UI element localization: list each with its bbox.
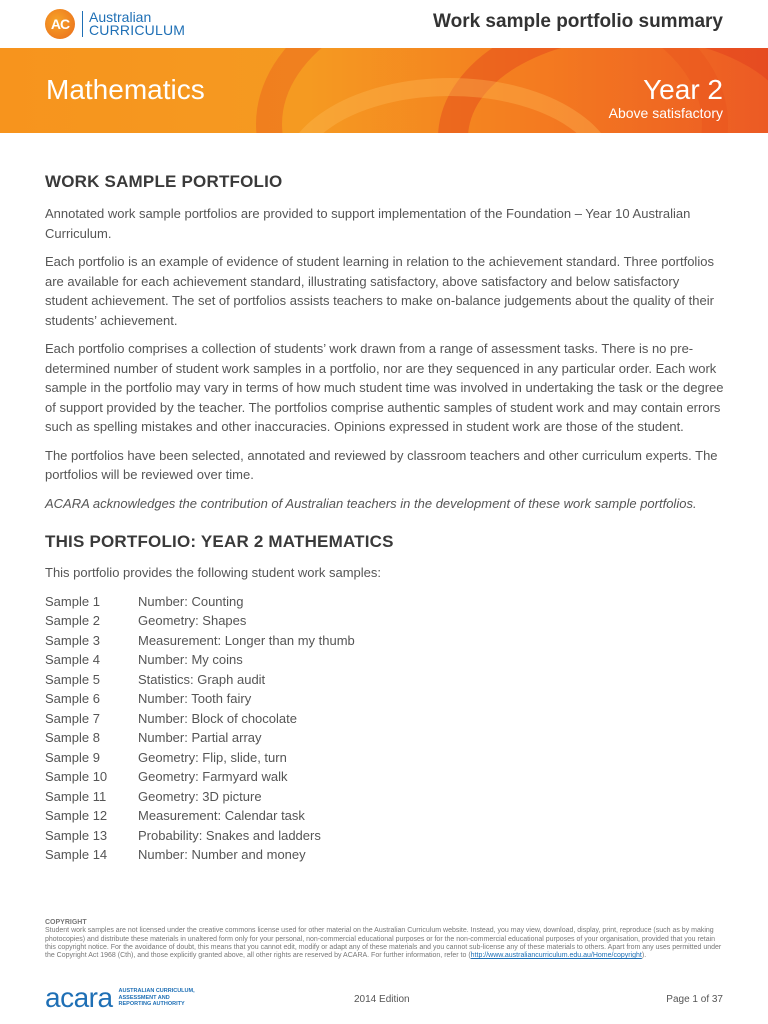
- list-item: [45, 670, 725, 690]
- sample-title: Number: Number and money: [138, 847, 306, 862]
- sample-title: Geometry: Shapes: [138, 613, 247, 628]
- sample-title: Measurement: Longer than my thumb: [138, 632, 355, 648]
- list-item: [45, 592, 725, 612]
- list-item: [45, 767, 725, 787]
- page-number: Page 1 of 37: [666, 994, 723, 1005]
- sample-title: Number: Counting: [138, 593, 244, 609]
- subject-title: Mathematics: [46, 74, 205, 105]
- copyright-title: COPYRIGHT: [45, 919, 87, 926]
- logo-line-2: CURRICULUM: [89, 22, 186, 38]
- ac-logo-icon: AC: [45, 9, 75, 39]
- sample-title: Geometry: Flip, slide, turn: [138, 749, 287, 765]
- list-item: [45, 611, 725, 631]
- sample-title: Geometry: Farmyard walk: [138, 769, 288, 784]
- logo-text: [89, 11, 185, 37]
- list-item: [45, 728, 725, 748]
- logo-line-1: Australian: [89, 9, 152, 25]
- sample-number: Sample 7: [45, 710, 100, 726]
- sample-title: Number: My coins: [138, 652, 243, 667]
- paragraph: Each portfolio is an example of evidence of student learning in relation to the achievement standard. Three portfolios are available for each achievement standard, illustrating satisfactory, above satisfactory and below satisfactory student achievement. The set of portfolios assists teachers to make on-balance judgements about the quality of their students’ achievement.: [45, 254, 714, 328]
- sample-title: Number: Tooth fairy: [138, 691, 252, 706]
- sample-number: Sample 14: [45, 847, 108, 862]
- document-title: Work sample portfolio summary: [433, 11, 723, 32]
- samples-intro: This portfolio provides the following student work samples:: [45, 565, 381, 580]
- acara-subtitle: [119, 988, 195, 1008]
- copyright-notice: [45, 919, 725, 960]
- sample-number: Sample 8: [45, 730, 100, 745]
- acara-subtitle-line: AUSTRALIAN CURRICULUM,: [118, 988, 195, 995]
- list-item: [45, 689, 725, 709]
- logo-divider: [82, 11, 83, 37]
- acknowledgement-text: ACARA acknowledges the contribution of Australian teachers in the development of these work sample portfolios.: [45, 495, 697, 511]
- section-heading-this-portfolio: THIS PORTFOLIO: YEAR 2 MATHEMATICS: [45, 532, 394, 551]
- sample-title: Number: Partial array: [138, 730, 262, 745]
- sample-number: Sample 12: [45, 808, 108, 823]
- sample-number: Sample 13: [45, 827, 108, 843]
- list-item: [45, 631, 725, 651]
- sample-number: Sample 11: [45, 788, 107, 804]
- list-item: [45, 806, 725, 826]
- acara-wordmark: acara: [45, 982, 113, 1013]
- main-content: [45, 172, 725, 865]
- achievement-level: Above satisfactory: [608, 105, 723, 121]
- list-item: [45, 826, 725, 846]
- sample-number: Sample 9: [45, 749, 100, 765]
- list-item: [45, 748, 725, 768]
- sample-number: Sample 4: [45, 652, 100, 667]
- sample-title: Geometry: 3D picture: [138, 788, 262, 804]
- edition-label: 2014 Edition: [354, 994, 410, 1005]
- section-heading-work-sample-portfolio: WORK SAMPLE PORTFOLIO: [45, 172, 283, 191]
- sample-number: Sample 10: [45, 769, 108, 784]
- sample-number: Sample 5: [45, 671, 100, 687]
- copyright-text-end: ).: [641, 952, 647, 960]
- list-item: [45, 650, 725, 670]
- paragraph: Annotated work sample portfolios are provided to support implementation of the Foundation – Year 10 Australian Curriculum.: [45, 206, 691, 241]
- sample-title: Measurement: Calendar task: [138, 808, 305, 823]
- sample-number: Sample 6: [45, 691, 100, 706]
- copyright-link[interactable]: http://www.australiancurriculum.edu.au/Home/copyright: [470, 952, 642, 960]
- sample-title: Statistics: Graph audit: [138, 671, 266, 687]
- sample-title: Probability: Snakes and ladders: [138, 827, 321, 843]
- acara-subtitle-line: REPORTING AUTHORITY: [118, 1001, 185, 1008]
- sample-number: Sample 1: [45, 593, 100, 609]
- sample-title: Number: Block of chocolate: [138, 710, 297, 726]
- samples-list: [45, 592, 725, 865]
- top-header: [0, 0, 768, 48]
- list-item: [45, 787, 725, 807]
- paragraph: The portfolios have been selected, annotated and reviewed by classroom teachers and other curriculum experts. The portfolios will be reviewed over time.: [45, 447, 718, 482]
- sample-number: Sample 2: [45, 613, 100, 628]
- acara-logo[interactable]: [45, 982, 195, 1013]
- sample-number: Sample 3: [45, 632, 100, 648]
- paragraph: Each portfolio comprises a collection of students’ work drawn from a range of assessment tasks. There is no pre-determined number of student work samples in a portfolio, nor are they sequenced in any particular order. Each work sample in the portfolio may vary in terms of how much student time was involved in undertaking the task or the degree of support provided by the teacher. The portfolios comprise authentic samples of student work and may contain errors such as spelling mistakes and other inaccuracies. Opinions expressed in student work are those of the student.: [45, 341, 724, 434]
- year-level: Year 2: [643, 74, 723, 105]
- list-item: [45, 845, 725, 865]
- list-item: [45, 709, 725, 729]
- australian-curriculum-logo[interactable]: [45, 8, 185, 40]
- subject-banner: [0, 48, 768, 133]
- acara-subtitle-line: ASSESSMENT AND: [118, 994, 170, 1001]
- copyright-text: Student work samples are not licensed under the creative commons license used for other material on the Australian Curriculum website. Instead, you may view, download, display, print, reproduce (such as by making photocopies) and distribute these materials in unaltered form only for your personal, non-commercial educational purposes or for the non-commercial educational purposes of your organisation, provided that you retain this copyright notice. For the avoidance of doubt, this means that you cannot edit, modify or adapt any of these materials and you cannot sub-license any of these materials to others. Apart from any uses permitted under the Copyright Act 1968 (Cth), and those explicitly granted above, all other rights are reserved by ACARA. For further information, refer to (: [45, 927, 722, 960]
